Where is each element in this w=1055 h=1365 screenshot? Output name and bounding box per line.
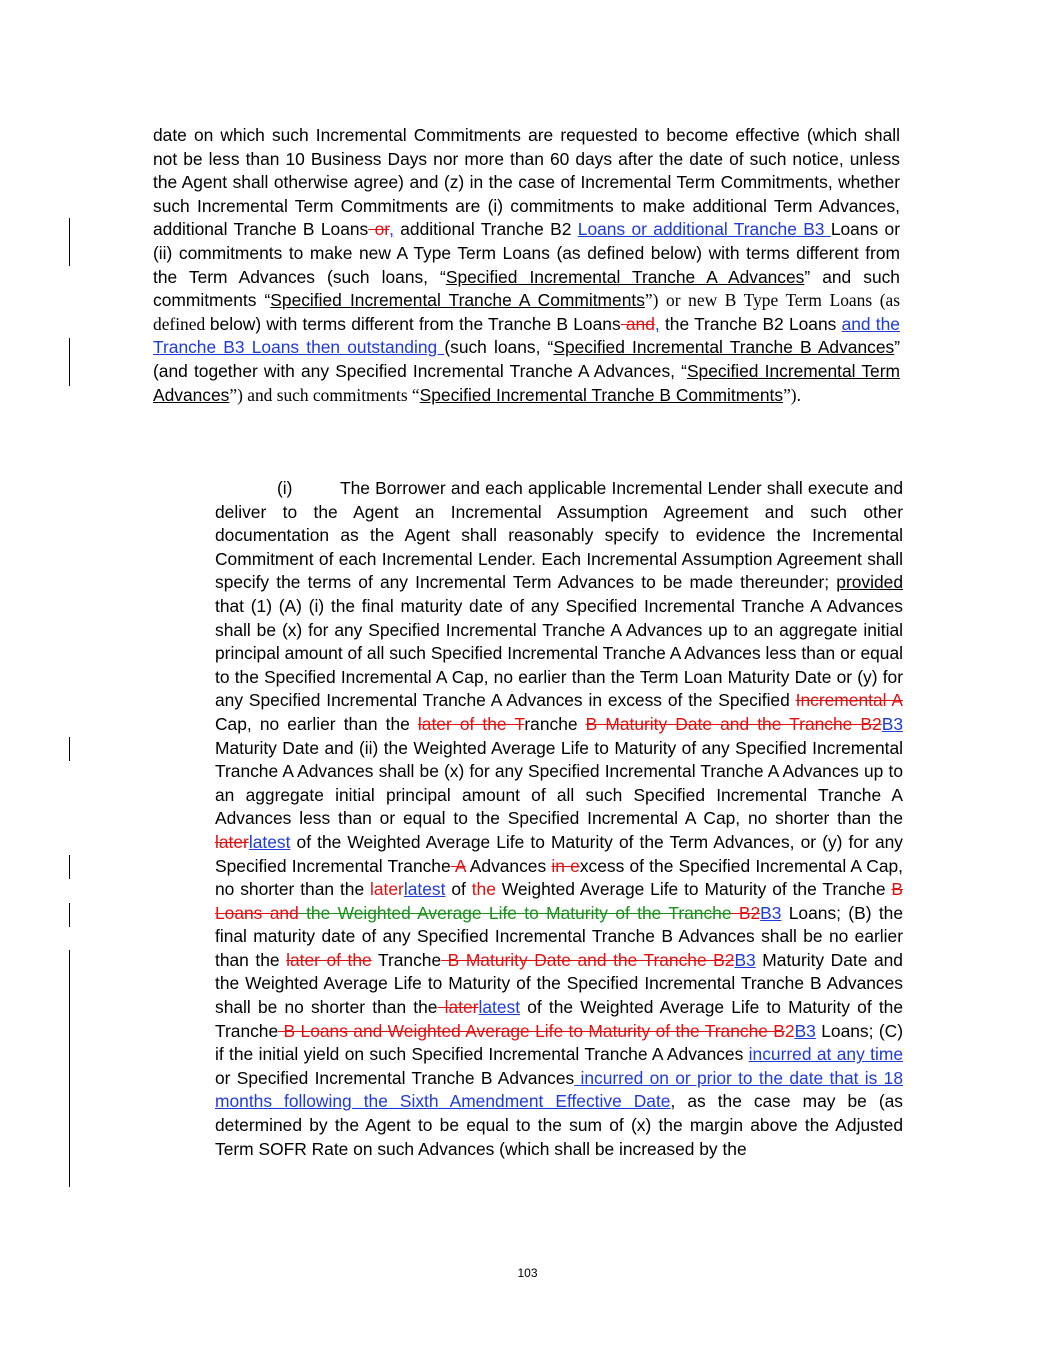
change-bar xyxy=(69,218,70,266)
change-bar xyxy=(69,338,70,386)
change-bar xyxy=(69,903,70,927)
paragraph-continued: date on which such Incremental Commitments are requested to become effective (which shall not be less than 10 Business Days nor more than 60 days after the date of such notice, unless the Agent shall otherwise agree) and (z) in the case of Incremental Term Commitments, whether such Incremental Term Commitments are (i) commitments to make additional Term Advances, additional Tranche B Loans or, additional Tranche B2 Loans or additional Tranche B3 Loans or (ii) commitments to make new A Type Term Loans (as defined below) with terms different from the Term Advances (such loans, “Specified Incremental Tranche A Advances” and such commitments “Specified Incremental Tranche A Commitments”) or new B Type Term Loans (as defined below) with terms different from the Tranche B Loans and, the Tranche B2 Loans and the Tranche B3 Loans then outstanding (such loans, “Specified Incremental Tranche B Advances” (and together with any Specified Incremental Tranche A Advances, “Specified Incremental Term Advances”) and such commitments “Specified Incremental Tranche B Commitments”). xyxy=(153,125,900,405)
defined-term: Specified Incremental Tranche A Advances xyxy=(445,266,805,287)
change-bar xyxy=(69,855,70,879)
clause-number: (i) xyxy=(277,478,293,498)
defined-term: Specified Incremental Tranche A Commitments xyxy=(270,290,645,311)
page-number: 103 xyxy=(517,1266,538,1280)
paragraph-clause-i: (i) The Borrower and each applicable Incremental Lender shall execute and deliver to the Agent an Incremental Assumption Agreement and such other documentation as the Agent shall reasonably specify to evidence the Incremental Commitment of each Incremental Lender. Each Incremental Assumption Agreement shall specify the terms of any Incremental Term Advances to be made thereunder; provided that (1) (A) (i) the final maturity date of any Specified Incremental Tranche A Advances shall be (x) for any Specified Incremental Tranche A Advances up to an aggregate initial principal amount of all such Specified Incremental Tranche A Advances less than or equal to the Specified Incremental A Cap, no earlier than the Term Loan Maturity Date or (y) for any Specified Incremental Tranche A Advances in excess of the Specified Incremental A Cap, no earlier than the later of the Tranche B Maturity Date and the Tranche B2B3 Maturity Date and (ii) the Weighted Average Life to Maturity of any Specified Incremental Tranche A Advances shall be (x) for any Specified Incremental Tranche A Advances up to an aggregate initial principal amount of all such Specified Incremental Tranche A Advances less than or equal to the Specified Incremental A Cap, no shorter than the laterlatest of the Weighted Average Life to Maturity of the Term Advances, or (y) for any Specified Incremental Tranche A Advances in excess of the Specified Incremental A Cap, no shorter than the laterlatest of the Weighted Average Life to Maturity of the Tranche B Loans and the Weighted Average Life to Maturity of the Tranche B2B3 Loans; (B) the final maturity date of any Specified Incremental Tranche B Advances shall be no earlier than the later of the Tranche B Maturity Date and the Tranche B2B3 Maturity Date and the Weighted Average Life to Maturity of the Specified Incremental Tranche B Advances shall be no shorter than the laterlatest of the Weighted Average Life to Maturity of the Tranche B Loans and Weighted Average Life to Maturity of the Tranche B2B3 Loans; (C) if the initial yield on such Specified Incremental Tranche A Advances incurred at any time or Specified Incremental Tranche B Advances incurred on or prior to the date that is 18 months following the Sixth Amendment Effective Date, as the case may be (as determined by the Agent to be equal to the sum of (x) the margin above the Adjusted Term SOFR Rate on such Advances (which shall be increased by the xyxy=(215,478,904,1159)
change-bar xyxy=(69,950,70,1187)
defined-term: Specified Incremental Tranche B Advances xyxy=(553,337,895,358)
change-bar xyxy=(69,737,70,761)
defined-term: Specified Incremental Term Advances xyxy=(153,360,900,405)
defined-term: provided xyxy=(836,572,903,593)
defined-term: Specified Incremental Tranche B Commitments xyxy=(419,384,784,405)
